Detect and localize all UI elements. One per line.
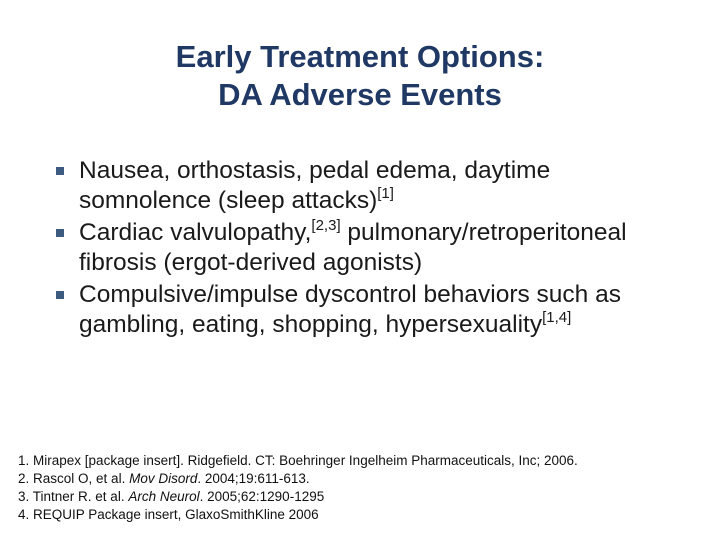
bullet-item xyxy=(48,218,688,278)
citation: [1] xyxy=(377,185,394,202)
journal-name: Mov Disord xyxy=(129,471,198,486)
bullet-item xyxy=(48,156,688,216)
reference-item xyxy=(18,506,708,524)
slide-title xyxy=(0,38,720,114)
reference-item xyxy=(18,452,708,470)
square-bullet-icon xyxy=(56,167,64,175)
reference-item xyxy=(18,470,708,488)
citation: [1,4] xyxy=(542,309,572,326)
bullet-text: Nausea, orthostasis, pedal edema, daytime somnolence (sleep attacks) xyxy=(79,157,551,214)
reference-item xyxy=(18,488,708,506)
reference-number: 2. xyxy=(18,471,30,486)
reference-text: Rascol O, et al. xyxy=(33,471,130,486)
title-line-1: Early Treatment Options: xyxy=(175,39,545,74)
bullet-text-continued: pulmonary/retroperitoneal fibrosis (ergot-derived agonists) xyxy=(79,219,627,276)
reference-text-continued: . 2004;19:611-613. xyxy=(197,471,310,486)
reference-text-continued: . 2005;62:1290-1295 xyxy=(199,489,325,504)
bullet-item xyxy=(48,280,688,340)
square-bullet-icon xyxy=(56,291,64,299)
reference-text: Mirapex [package insert]. Ridgefield. CT: Boehringer Ingelheim Pharmaceuticals, Inc; 2006. xyxy=(33,453,578,468)
title-line-2: DA Adverse Events xyxy=(218,77,502,112)
square-bullet-icon xyxy=(56,229,64,237)
bullet-text: Cardiac valvulopathy, xyxy=(79,219,312,246)
journal-name: Arch Neurol xyxy=(128,489,200,504)
bullet-list xyxy=(48,156,688,342)
reference-number: 4. xyxy=(18,507,30,522)
reference-number: 3. xyxy=(18,489,30,504)
reference-text: Tintner R. et al. xyxy=(32,489,129,504)
reference-text: REQUIP Package insert, GlaxoSmithKline 2006 xyxy=(33,507,319,522)
bullet-text: Compulsive/impulse dyscontrol behaviors such as gambling, eating, shopping, hypersexuality xyxy=(79,281,621,338)
citation: [2,3] xyxy=(311,217,341,234)
reference-list xyxy=(18,452,708,524)
reference-number: 1. xyxy=(18,453,30,468)
